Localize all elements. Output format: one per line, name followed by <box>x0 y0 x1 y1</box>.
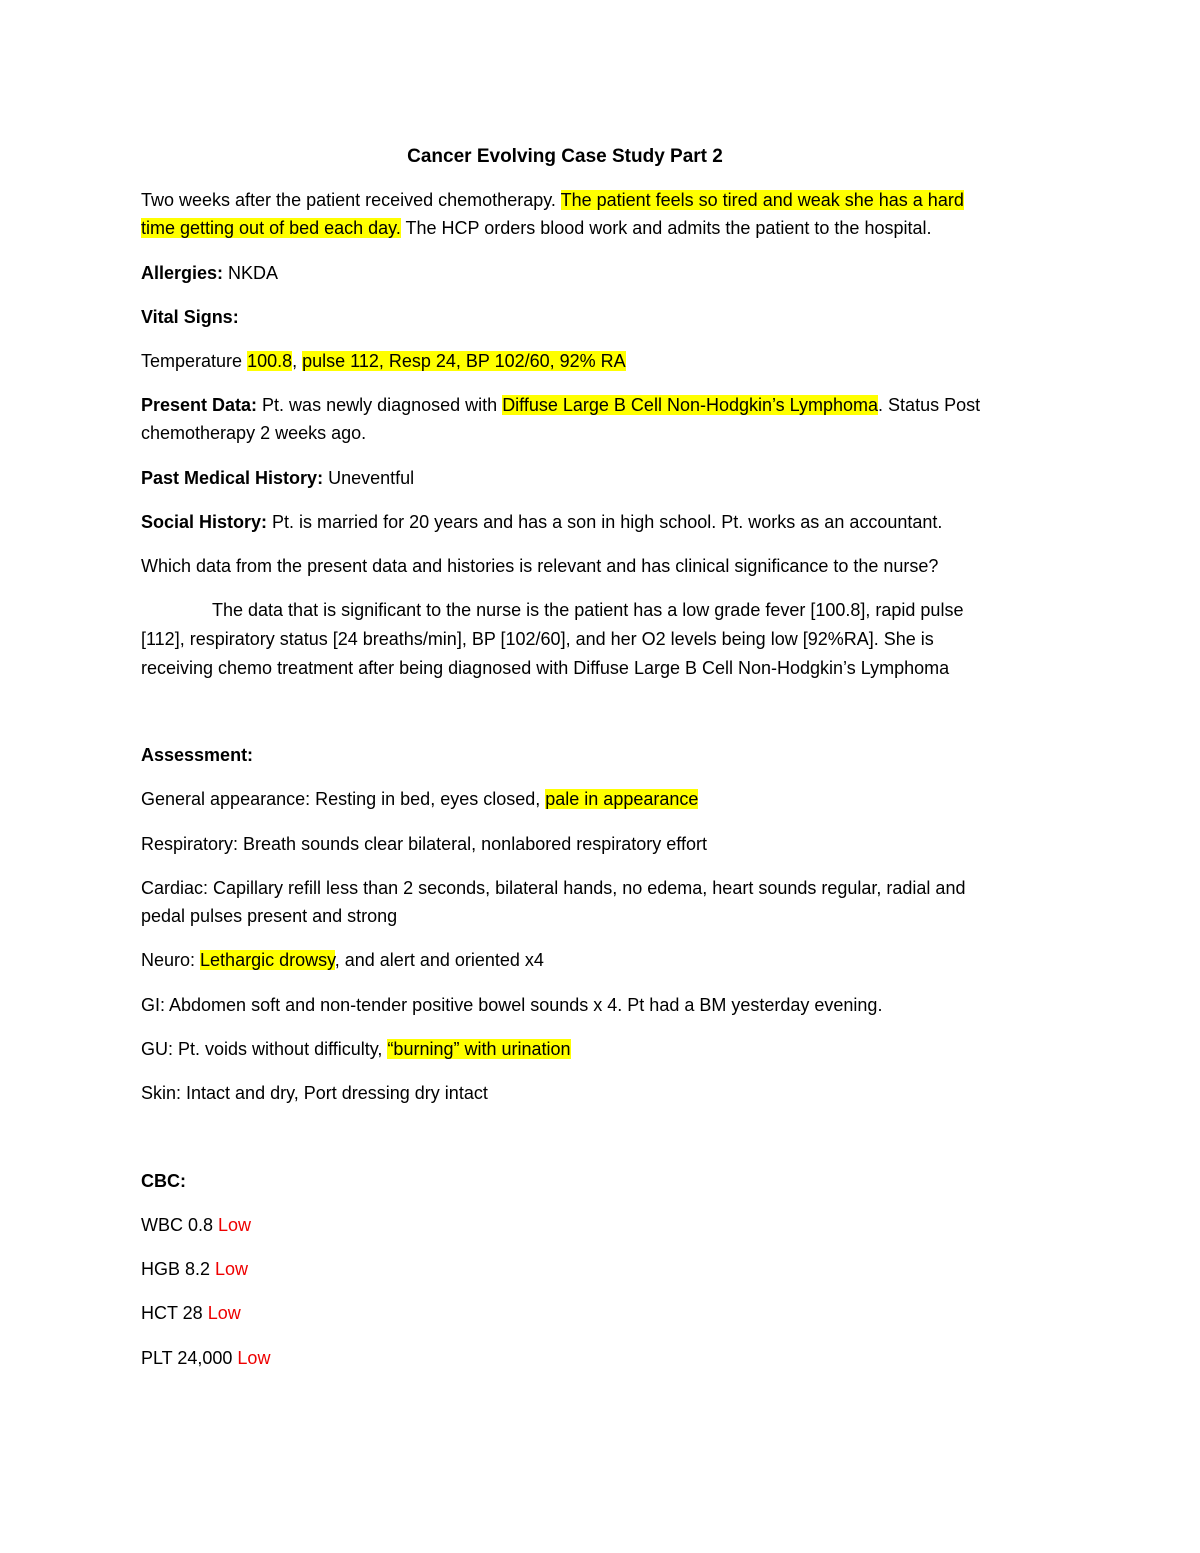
vital-values: pulse 112, Resp 24, BP 102/60, 92% RA <box>302 351 626 371</box>
temperature-label: Temperature <box>141 351 248 371</box>
present-data-text: Pt. was newly diagnosed with <box>257 395 503 415</box>
allergies-label: Allergies: <box>141 263 224 283</box>
past-medical-line <box>141 467 414 489</box>
intro-text-cont: The HCP orders blood work and admits the patient to the hospital. <box>400 218 932 238</box>
general-appearance-text: General appearance: Resting in bed, eyes closed, <box>141 789 546 809</box>
gu-text: GU: Pt. voids without difficulty, <box>141 1039 388 1059</box>
intro-line-1 <box>141 189 964 211</box>
document-title: Cancer Evolving Case Study Part 2 <box>407 146 723 167</box>
cbc-item-name: HGB 8.2 <box>141 1259 216 1279</box>
social-history-label: Social History: <box>141 512 268 532</box>
social-history-value: Pt. is married for 20 years and has a son in high school. Pt. works as an accountant. <box>267 512 943 532</box>
past-medical-label: Past Medical History: <box>141 468 324 488</box>
allergies-value: NKDA <box>223 263 279 283</box>
cbc-heading: CBC: <box>141 1171 186 1191</box>
cardiac-line-2: pedal pulses present and strong <box>141 906 398 926</box>
neuro-label: Neuro: <box>141 950 201 970</box>
diagnosis-highlight: Diffuse Large B Cell Non-Hodgkin’s Lymphoma <box>502 395 879 415</box>
gu-highlight: “burning” with urination <box>387 1039 571 1059</box>
present-data-line-2: chemotherapy 2 weeks ago. <box>141 423 367 443</box>
vital-separator: , <box>292 351 303 371</box>
intro-highlight: The patient feels so tired and weak she has a hard <box>560 190 964 210</box>
intro-highlight-cont: time getting out of bed each day. <box>141 218 401 238</box>
gu-line <box>141 1038 571 1060</box>
intro-line-2 <box>141 217 931 239</box>
answer-line-3: receiving chemo treatment after being diagnosed with Diffuse Large B Cell Non-Hodgkin’s Lymphoma <box>141 658 950 678</box>
past-medical-value: Uneventful <box>323 468 415 488</box>
present-data-text-b: . Status Post <box>878 395 981 415</box>
allergies-line <box>141 262 278 284</box>
cbc-item <box>141 1214 251 1236</box>
vital-signs-line <box>141 350 626 372</box>
cbc-item-name: WBC 0.8 <box>141 1215 219 1235</box>
vital-signs-heading: Vital Signs: <box>141 307 239 327</box>
neuro-highlight: Lethargic drowsy <box>200 950 335 970</box>
gi-line: GI: Abdomen soft and non-tender positive bowel sounds x 4. Pt had a BM yesterday evening. <box>141 995 883 1015</box>
neuro-line <box>141 949 544 971</box>
cbc-item <box>141 1347 270 1369</box>
respiratory-line: Respiratory: Breath sounds clear bilateral, nonlabored respiratory effort <box>141 834 707 854</box>
general-appearance-highlight: pale in appearance <box>545 789 699 809</box>
intro-text: Two weeks after the patient received chemotherapy. <box>141 190 561 210</box>
cbc-item <box>141 1258 248 1280</box>
present-data-label: Present Data: <box>141 395 258 415</box>
cbc-item-name: HCT 28 <box>141 1303 208 1323</box>
cbc-item-flag: Low <box>207 1303 241 1323</box>
cbc-item <box>141 1302 241 1324</box>
answer-line-2: [112], respiratory status [24 breaths/min], BP [102/60], and her O2 levels being low [92%RA]. She is <box>141 629 934 649</box>
cbc-item-flag: Low <box>218 1215 252 1235</box>
answer-line-1: The data that is significant to the nurse is the patient has a low grade fever [100.8], rapid pulse <box>212 600 964 620</box>
cardiac-line-1: Cardiac: Capillary refill less than 2 seconds, bilateral hands, no edema, heart sounds regular, radial and <box>141 878 966 898</box>
neuro-text: , and alert and oriented x4 <box>334 950 544 970</box>
cbc-item-flag: Low <box>215 1259 249 1279</box>
social-history-line <box>141 511 942 533</box>
general-appearance-line <box>141 788 698 810</box>
present-data-line-1 <box>141 394 980 416</box>
cbc-item-name: PLT 24,000 <box>141 1348 238 1368</box>
skin-line: Skin: Intact and dry, Port dressing dry intact <box>141 1083 488 1103</box>
temperature-value: 100.8 <box>247 351 293 371</box>
cbc-item-flag: Low <box>237 1348 271 1368</box>
assessment-heading: Assessment: <box>141 745 254 765</box>
question-line: Which data from the present data and histories is relevant and has clinical significance to the nurse? <box>141 556 939 576</box>
